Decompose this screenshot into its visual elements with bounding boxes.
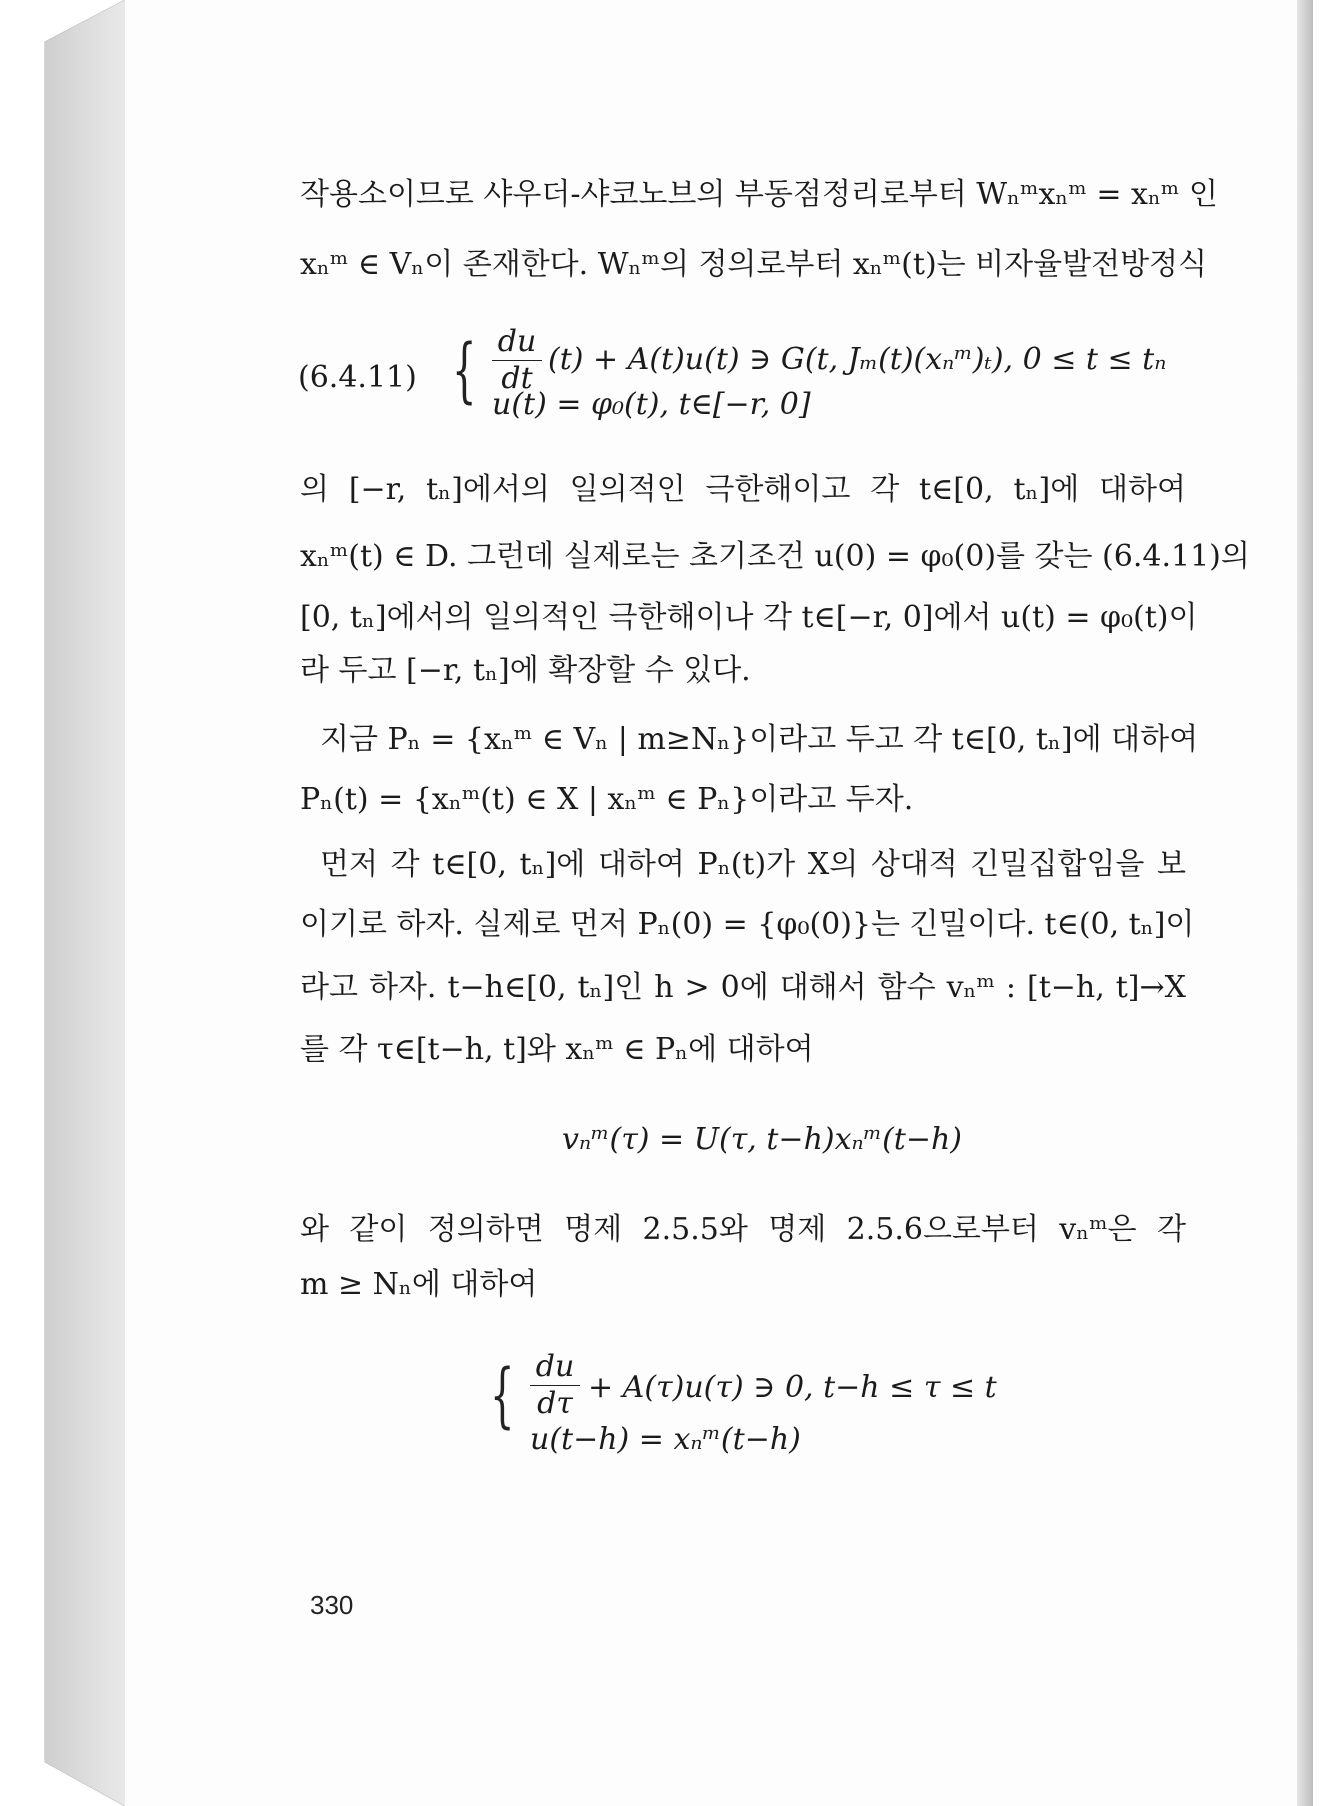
equation-brace: { (452, 329, 477, 411)
fraction-numerator: du (535, 1349, 575, 1384)
text-line-6: 라 두고 [−r, tₙ]에 확장할 수 있다. (300, 653, 751, 688)
equation-3-row-1: + A(τ)u(τ) ∋ 0, t−h ≤ τ ≤ t (588, 1370, 997, 1405)
text-line-3: 의 [−r, tₙ]에서의 일의적인 극한해이고 각 t∈[0, tₙ]에 대하여 (300, 472, 1186, 507)
text-line-4: xₙᵐ(t) ∈ D. 그런데 실제로는 초기조건 u(0) = φ₀(0)를 갖는 (6.4.11)의 (300, 539, 1250, 574)
text-line-13: 와 같이 정의하면 명제 2.5.5와 명제 2.5.6으로부터 vₙᵐ은 각 (300, 1212, 1186, 1247)
equation-3-brace: { (490, 1354, 515, 1436)
equation-2: vₙᵐ(τ) = U(τ, t−h)xₙᵐ(t−h) (562, 1122, 962, 1157)
equation-3-row-2: u(t−h) = xₙᵐ(t−h) (530, 1422, 801, 1457)
text-line-8: Pₙ(t) = {xₙᵐ(t) ∈ X | xₙᵐ ∈ Pₙ}이라고 두자. (300, 782, 914, 817)
page-number: 330 (310, 1590, 354, 1620)
text-line-9: 먼저 각 t∈[0, tₙ]에 대하여 Pₙ(t)가 X의 상대적 긴밀집합임을 보 (320, 847, 1186, 882)
equation-label: (6.4.11) (298, 360, 417, 395)
equation-1-row-1: (t) + A(t)u(t) ∋ G(t, Jₘ(t)(xₙᵐ)ₜ), 0 ≤ t ≤ tₙ (548, 342, 1167, 377)
text-line-7: 지금 Pₙ = {xₙᵐ ∈ Vₙ | m≥Nₙ}이라고 두고 각 t∈[0, tₙ]에 대하여 (320, 722, 1199, 757)
equation-1-row-2: u(t) = φ₀(t), t∈[−r, 0] (492, 387, 811, 422)
text-line-12: 를 각 τ∈[t−h, t]와 xₙᵐ ∈ Pₙ에 대하여 (300, 1032, 814, 1067)
page-edge-shadow (1297, 0, 1313, 1806)
fraction-denominator: dt (501, 361, 533, 396)
text-line-10: 이기로 하자. 실제로 먼저 Pₙ(0) = {φ₀(0)}는 긴밀이다. t∈(0, tₙ]이 (300, 907, 1195, 942)
text-line-2: xₙᵐ ∈ Vₙ이 존재한다. Wₙᵐ의 정의로부터 xₙᵐ(t)는 비자율발전방정식 (300, 247, 1208, 282)
text-line-5: [0, tₙ]에서의 일의적인 극한해이나 각 t∈[−r, 0]에서 u(t) = φ₀(t)이 (300, 600, 1198, 635)
fraction-numerator: du (497, 324, 537, 359)
text-line-14: m ≥ Nₙ에 대하여 (300, 1267, 538, 1302)
fraction-denominator: dτ (537, 1386, 573, 1421)
equation-3-fraction (530, 1350, 580, 1421)
text-line-11: 라고 하자. t−h∈[0, tₙ]인 h > 0에 대해서 함수 vₙᵐ : [t−h, t]→X (300, 970, 1186, 1005)
text-line-1: 작용소이므로 샤우더-샤코노브의 부동점정리로부터 Wₙᵐxₙᵐ = xₙᵐ 인 (300, 177, 1218, 212)
